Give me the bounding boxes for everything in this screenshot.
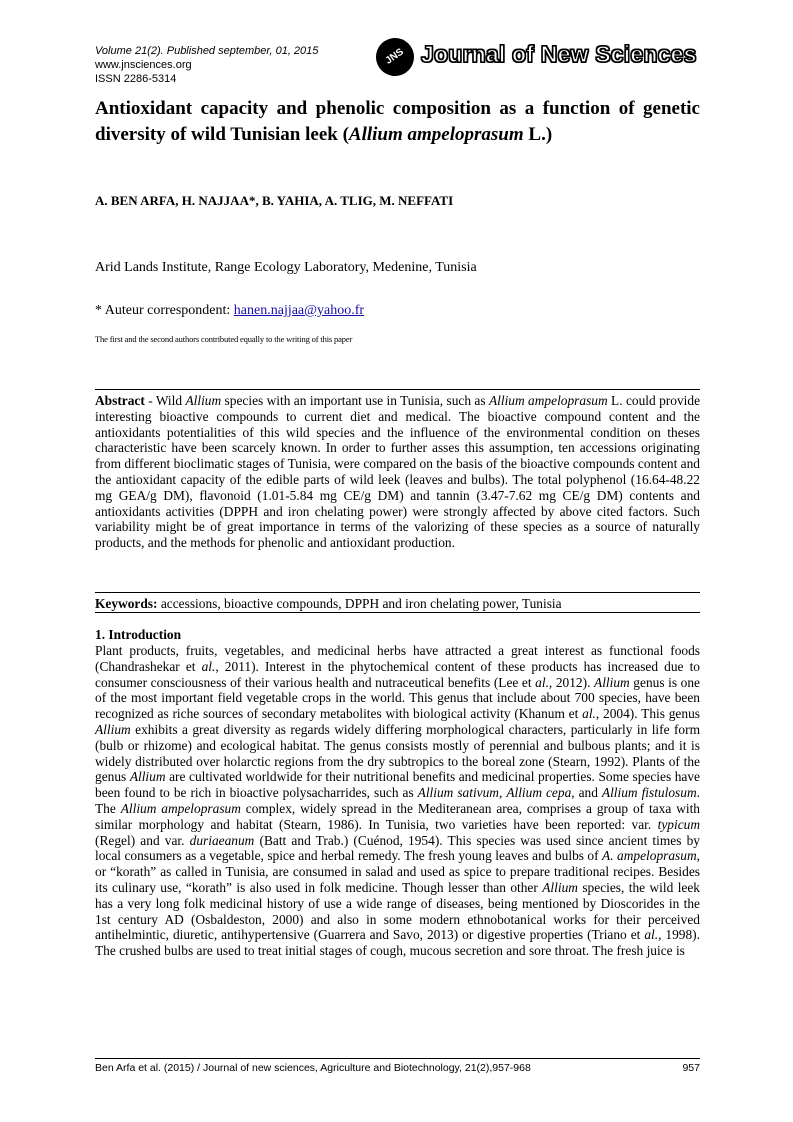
footer-citation: Ben Arfa et al. (2015) / Journal of new sciences, Agriculture and Biotechnology, 21(2),957-968 [95,1062,531,1074]
italic-text: Allium [129,769,166,785]
journal-logo [376,36,702,76]
journal-name: Journal of New Sciences [421,41,697,67]
text-run: (Batt and Trab.) (Cuénod, 1954). This species was used since ancient times by local consumers as a vegetable, spice and herbal remedy. The fresh young leaves and bulbs of [95,832,700,864]
keywords [95,596,700,612]
abstract-label: Abstract [95,393,145,408]
email-link[interactable]: hanen.najjaa@yahoo.fr [233,303,365,318]
text-run: species with an important use in Tunisia, such as [221,393,489,408]
keywords-label: Keywords: [95,596,158,611]
website-line: www.jnsciences.org [95,59,192,71]
text-run: complex, widely spread in the Mediteranean area, comprises a group of taxa with similar morphology and habitat (Stearn, 1986). In Tunisia, two varieties have been reported: var. [95,800,700,832]
abstract-top-rule [95,389,700,390]
text-run: , 1998). The crushed bulbs are used to treat initial stages of cough, mucous secretion and sore throat. The fresh juice is [95,927,700,959]
affiliation: Arid Lands Institute, Range Ecology Laboratory, Medenine, Tunisia [95,260,477,275]
text-run: genus is one of the most important field vegetable crops in the world. This genus that include about 700 species, have been recognized as riche sources of secondary metabolites with biological activity (Khanum et [95,674,700,722]
keywords-bottom-rule [95,612,700,613]
text-run: , [498,785,507,801]
keywords-text: accessions, bioactive compounds, DPPH and iron chelating power, Tunisia [157,596,562,611]
italic-text: al. [201,658,216,674]
italic-text: duriaeanum [189,832,255,848]
paper-title: Antioxidant capacity and phenolic composition as a function of genetic diversity of wild Tunisian leek (Allium ampeloprasum L.) [95,98,700,145]
abstract-body [95,393,700,550]
italic-text: Allium [95,721,131,737]
italic-text: Allium ampeloprasum [488,393,608,408]
abstract-bottom-rule [95,592,700,593]
text-run: , 2011). Interest in the phytochemical content of these products has increased due to consumer consciousness of their various health and nutraceutical benefits (Lee et [95,658,700,690]
correspondence [95,303,364,319]
section-heading-introduction: 1. Introduction [95,627,182,642]
text-run: (Regel) and var. [95,832,190,848]
journal-header-meta [95,44,318,86]
text-run: L. could provide interesting bioactive compounds to current diet and medical. The bioactive compound content and the antioxidants potentialities of this wild species and the influence of the environmental condition on theses characteristic have been scarcely known. In order to further asses this assumption, ten accessions originating from different bioclimatic stages of Tunisia, were compared on the basis of the bioactive compounds content and the antioxidant capacity of the edible parts of wild leek (leaves and bulbs). The total polyphenol (16.64-48.22 mg GEA/g DM), flavonoid (1.01-5.84 mg CE/g DM) and tannin (3.47-7.62 mg CE/g DM) contents and antioxidants activities (DPPH and iron chelating power) were strongly affected by above cited factors. Such variability might be of great importance in terms of the valorizing of these species as a source of naturally products, and the methods for phenolic and antioxidant production. [95,393,701,551]
page-footer [95,1062,700,1074]
text-run: - Wild [144,393,186,408]
italic-text: Allium [594,674,630,690]
footer-rule [95,1058,700,1059]
volume-line: Volume 21(2). Published september, 01, 2015 [95,45,319,57]
abstract [95,393,700,551]
italic-text: Allium ampeloprasum [120,800,241,816]
italic-text: Allium fistulosum [601,785,697,801]
italic-text: Allium [542,879,578,895]
italic-text: Allium cepa [506,785,572,801]
italic-text: A. ampeloprasum [602,848,697,864]
correspondence-label: * Auteur correspondent: [95,303,234,318]
introduction-body [95,643,700,959]
text-run: , 2012). [548,674,595,690]
text-run: are cultivated worldwide for their nutritional benefits and medicinal properties. Some species have been found to be rich in bioactive polysacharrides, such as [95,769,701,801]
text-run: exhibits a great diversity as regards widely differing morphological characters, particularly in life form (bulb or rhizome) and ecological habitat. The genus consists mostly of perennial and bulbous plants; and it is widely distributed over holarctic regions from the dry subtropics to the boreal zone (Stearn, 1992). Plants of the genus [95,721,700,785]
text-run: . The [95,785,700,816]
text-run: , and [571,785,602,801]
page-number: 957 [682,1062,700,1074]
italic-text: al. [535,674,549,690]
text-run: species, the wild leek has a very long folk medicinal history of use a wide range of diseases, being mentioned by Dioscorides in the 1st century AD (Osbaldeston, 2000) and also in some modern ethnobotanical works for their perceived antihelmintic, diuretic, antihypertensive (Guarrera and Savo, 2013) or digestive properties (Triano et [95,879,701,943]
italic-text: typicum [657,816,700,832]
italic-text: al. [644,927,659,943]
text-run: , or “korath” as called in Tunisia, are consumed in salad and used as spice to prepare traditional recipes. Besides its culinary use, “korath” is also used in folk medicine. Though lesser than other [95,848,700,895]
text-run: , 2004). This genus [595,706,700,722]
issn-line: ISSN 2286-5314 [95,73,177,85]
text-run: Plant products, fruits, vegetables, and medicinal herbs have attracted a great interest as functional foods (Chandrashekar et [95,643,700,674]
italic-text: al. [582,706,596,722]
contribution-note: The first and the second authors contributed equally to the writing of this paper [95,334,353,344]
author-list: A. BEN ARFA, H. NAJJAA*, B. YAHIA, A. TLIG, M. NEFFATI [95,193,454,208]
jns-logo-icon: JNS [369,31,422,84]
italic-text: Allium sativum [417,785,499,801]
italic-text: Allium [185,393,222,408]
